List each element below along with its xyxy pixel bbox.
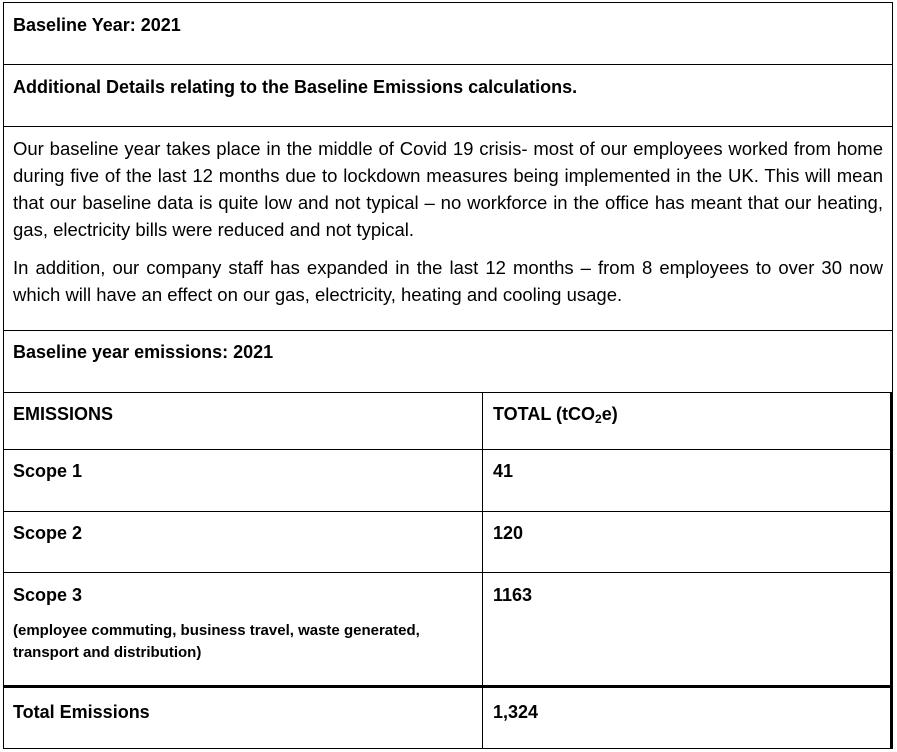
rule xyxy=(3,449,893,450)
total-emissions-value: 1,324 xyxy=(493,702,539,722)
column-header-total-sub: 2 xyxy=(595,412,602,426)
rule xyxy=(3,392,893,393)
details-body xyxy=(13,135,883,308)
scope-2-label: Scope 2 xyxy=(13,523,83,543)
column-header-emissions: EMISSIONS xyxy=(13,404,114,424)
table-right-edge xyxy=(890,392,893,749)
column-header-total-prefix: TOTAL (tCO xyxy=(493,404,595,424)
rule xyxy=(3,330,893,331)
additional-details-heading: Additional Details relating to the Baseline Emissions calculations. xyxy=(13,77,578,97)
scope-1-label: Scope 1 xyxy=(13,461,83,481)
column-header-total xyxy=(493,404,618,425)
rule xyxy=(3,511,893,512)
rule xyxy=(3,126,893,127)
rule-thick xyxy=(3,685,893,688)
scope-1-value: 41 xyxy=(493,461,514,481)
scope-3-label: Scope 3 xyxy=(13,585,83,605)
rule xyxy=(3,64,893,65)
rule xyxy=(3,572,893,573)
scope-3-note: (employee commuting, business travel, waste generated, transport and distribution) xyxy=(13,622,420,661)
column-divider xyxy=(482,392,483,749)
paragraph: In addition, our company staff has expanded in the last 12 months – from 8 employees to over 30 now which will have an effect on our gas, electricity, heating and cooling usage. xyxy=(13,257,883,305)
baseline-year-heading: Baseline Year: 2021 xyxy=(13,15,181,35)
scope-2-value: 120 xyxy=(493,523,524,543)
emissions-heading: Baseline year emissions: 2021 xyxy=(13,342,274,362)
total-emissions-label: Total Emissions xyxy=(13,702,150,722)
paragraph: Our baseline year takes place in the middle of Covid 19 crisis- most of our employees worked from home during five of the last 12 months due to lockdown measures being implemented in the UK. This will mean that our baseline data is quite low and not typical – no workforce in the office has meant that our heating, gas, electricity bills were reduced and not typical. xyxy=(13,138,883,240)
column-header-total-suffix: e) xyxy=(601,404,618,424)
scope-3-value: 1163 xyxy=(493,585,533,605)
